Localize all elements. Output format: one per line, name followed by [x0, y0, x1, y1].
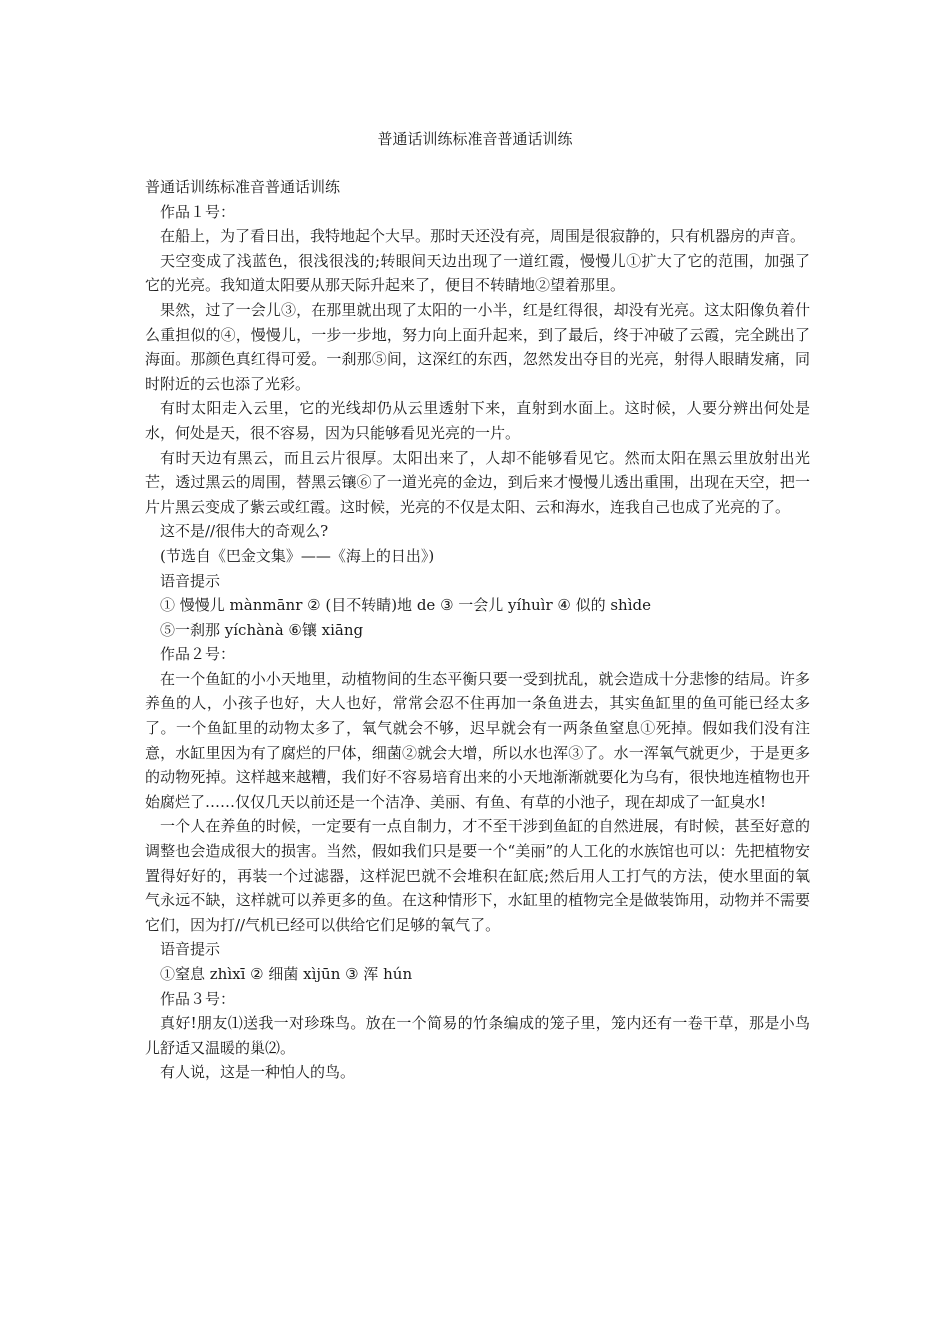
work2-pronunciation-line: ①窒息 zhìxī ② 细菌 xìjūn ③ 浑 hún [160, 965, 413, 983]
work3-paragraph: 有人说，这是一种怕人的鸟。 [160, 1063, 356, 1082]
document-body [145, 175, 810, 1085]
work2-pronunciation-heading: 语音提示 [160, 940, 221, 959]
work1-pronunciation-line: ① 慢慢儿 mànmānr ② (目不转睛)地 de ③ 一会儿 yíhuìr ④ 似的 shìde [160, 596, 651, 615]
page-title: 普通话训练标准音普通话训练 [377, 130, 573, 148]
work3-paragraph: 真好!朋友⑴送我一对珍珠鸟。放在一个简易的竹条编成的笼子里，笼内还有一卷干草，那是小鸟儿舒适又温暖的巢⑵。 [145, 1014, 810, 1057]
work1-paragraph: 在船上，为了看日出，我特地起个大早。那时天还没有亮，周围是很寂静的，只有机器房的声音。 [160, 227, 806, 246]
work1-paragraph: 果然，过了一会儿③，在那里就出现了太阳的一小半，红是红得很，却没有光亮。这太阳像负着什么重担似的④，慢慢儿，一步一步地，努力向上面升起来，到了最后，终于冲破了云霞，完全跳出了海面。那颜色真红得可爱。一刹那⑤间，这深红的东西，忽然发出夺目的光亮，射得人眼睛发痛，同时附近的云也添了光彩。 [145, 300, 810, 393]
work1-heading: 作品１号： [160, 202, 236, 221]
work1-source: (节选自《巴金文集》——《海上的日出》) [160, 546, 435, 565]
work2-heading: 作品２号： [160, 645, 236, 664]
work2-paragraph: 一个人在养鱼的时候，一定要有一点自制力，才不至干涉到鱼缸的自然进展，有时候，甚至好意的调整也会造成很大的损害。当然，假如我们只是要一个“美丽”的人工化的水族馆也可以：先把植物安置得好好的，再装一个过滤器，这样泥巴就不会堆积在缸底;然后用人工打气的方法，使水里面的氧气永远不缺，这样就可以养更多的鱼。在这种情形下，水缸里的植物完全是做装饰用，动物并不需要它们，因为打//气机已经可以供给它们足够的氧气了。 [145, 817, 810, 934]
work1-paragraph: 天空变成了浅蓝色，很浅很浅的;转眼间天边出现了一道红霞，慢慢儿①扩大了它的范围，加强了它的光亮。我知道太阳要从那天际升起来了，便目不转睛地②望着那里。 [145, 251, 810, 295]
work1-paragraph: 有时天边有黑云，而且云片很厚。太阳出来了，人却不能够看见它。然而太阳在黑云里放射出光芒，透过黑云的周围，替黑云镶⑥了一道光亮的金边，到后来才慢慢儿透出重围，出现在天空，把一片片黑云变成了紫云或红霞。这时候，光亮的不仅是太阳、云和海水，连我自己也成了光亮的了。 [145, 448, 810, 516]
work2-paragraph: 在一个鱼缸的小小天地里，动植物间的生态平衡只要一受到扰乱，就会造成十分悲惨的结局。许多养鱼的人，小孩子也好，大人也好，常常会忍不住再加一条鱼进去，其实鱼缸里的鱼可能已经太多了。一个鱼缸里的动物太多了，氧气就会不够，迟早就会有一两条鱼窒息①死掉。假如我们没有注意，水缸里因为有了腐烂的尸体，细菌②就会大增，所以水也浑③了。水一浑氧气就更少，于是更多的动物死掉。这样越来越糟，我们好不容易培育出来的小天地渐渐就要化为乌有，很快地连植物也开始腐烂了……仅仅几天以前还是一个洁净、美丽、有鱼、有草的小池子，现在却成了一缸臭水! [145, 669, 810, 811]
document-subtitle: 普通话训练标准音普通话训练 [145, 178, 341, 196]
work3-heading: 作品３号： [160, 989, 236, 1008]
work1-pronunciation-line: ⑤一刹那 yíchànà ⑥镶 xiāng [160, 620, 364, 639]
work1-paragraph: 有时太阳走入云里，它的光线却仍从云里透射下来，直射到水面上。这时候，人要分辨出何处是水，何处是天，很不容易，因为只能够看见光亮的一片。 [145, 399, 810, 442]
work1-pronunciation-heading: 语音提示 [160, 571, 221, 590]
work1-paragraph: 这不是//很伟大的奇观么? [160, 522, 329, 541]
